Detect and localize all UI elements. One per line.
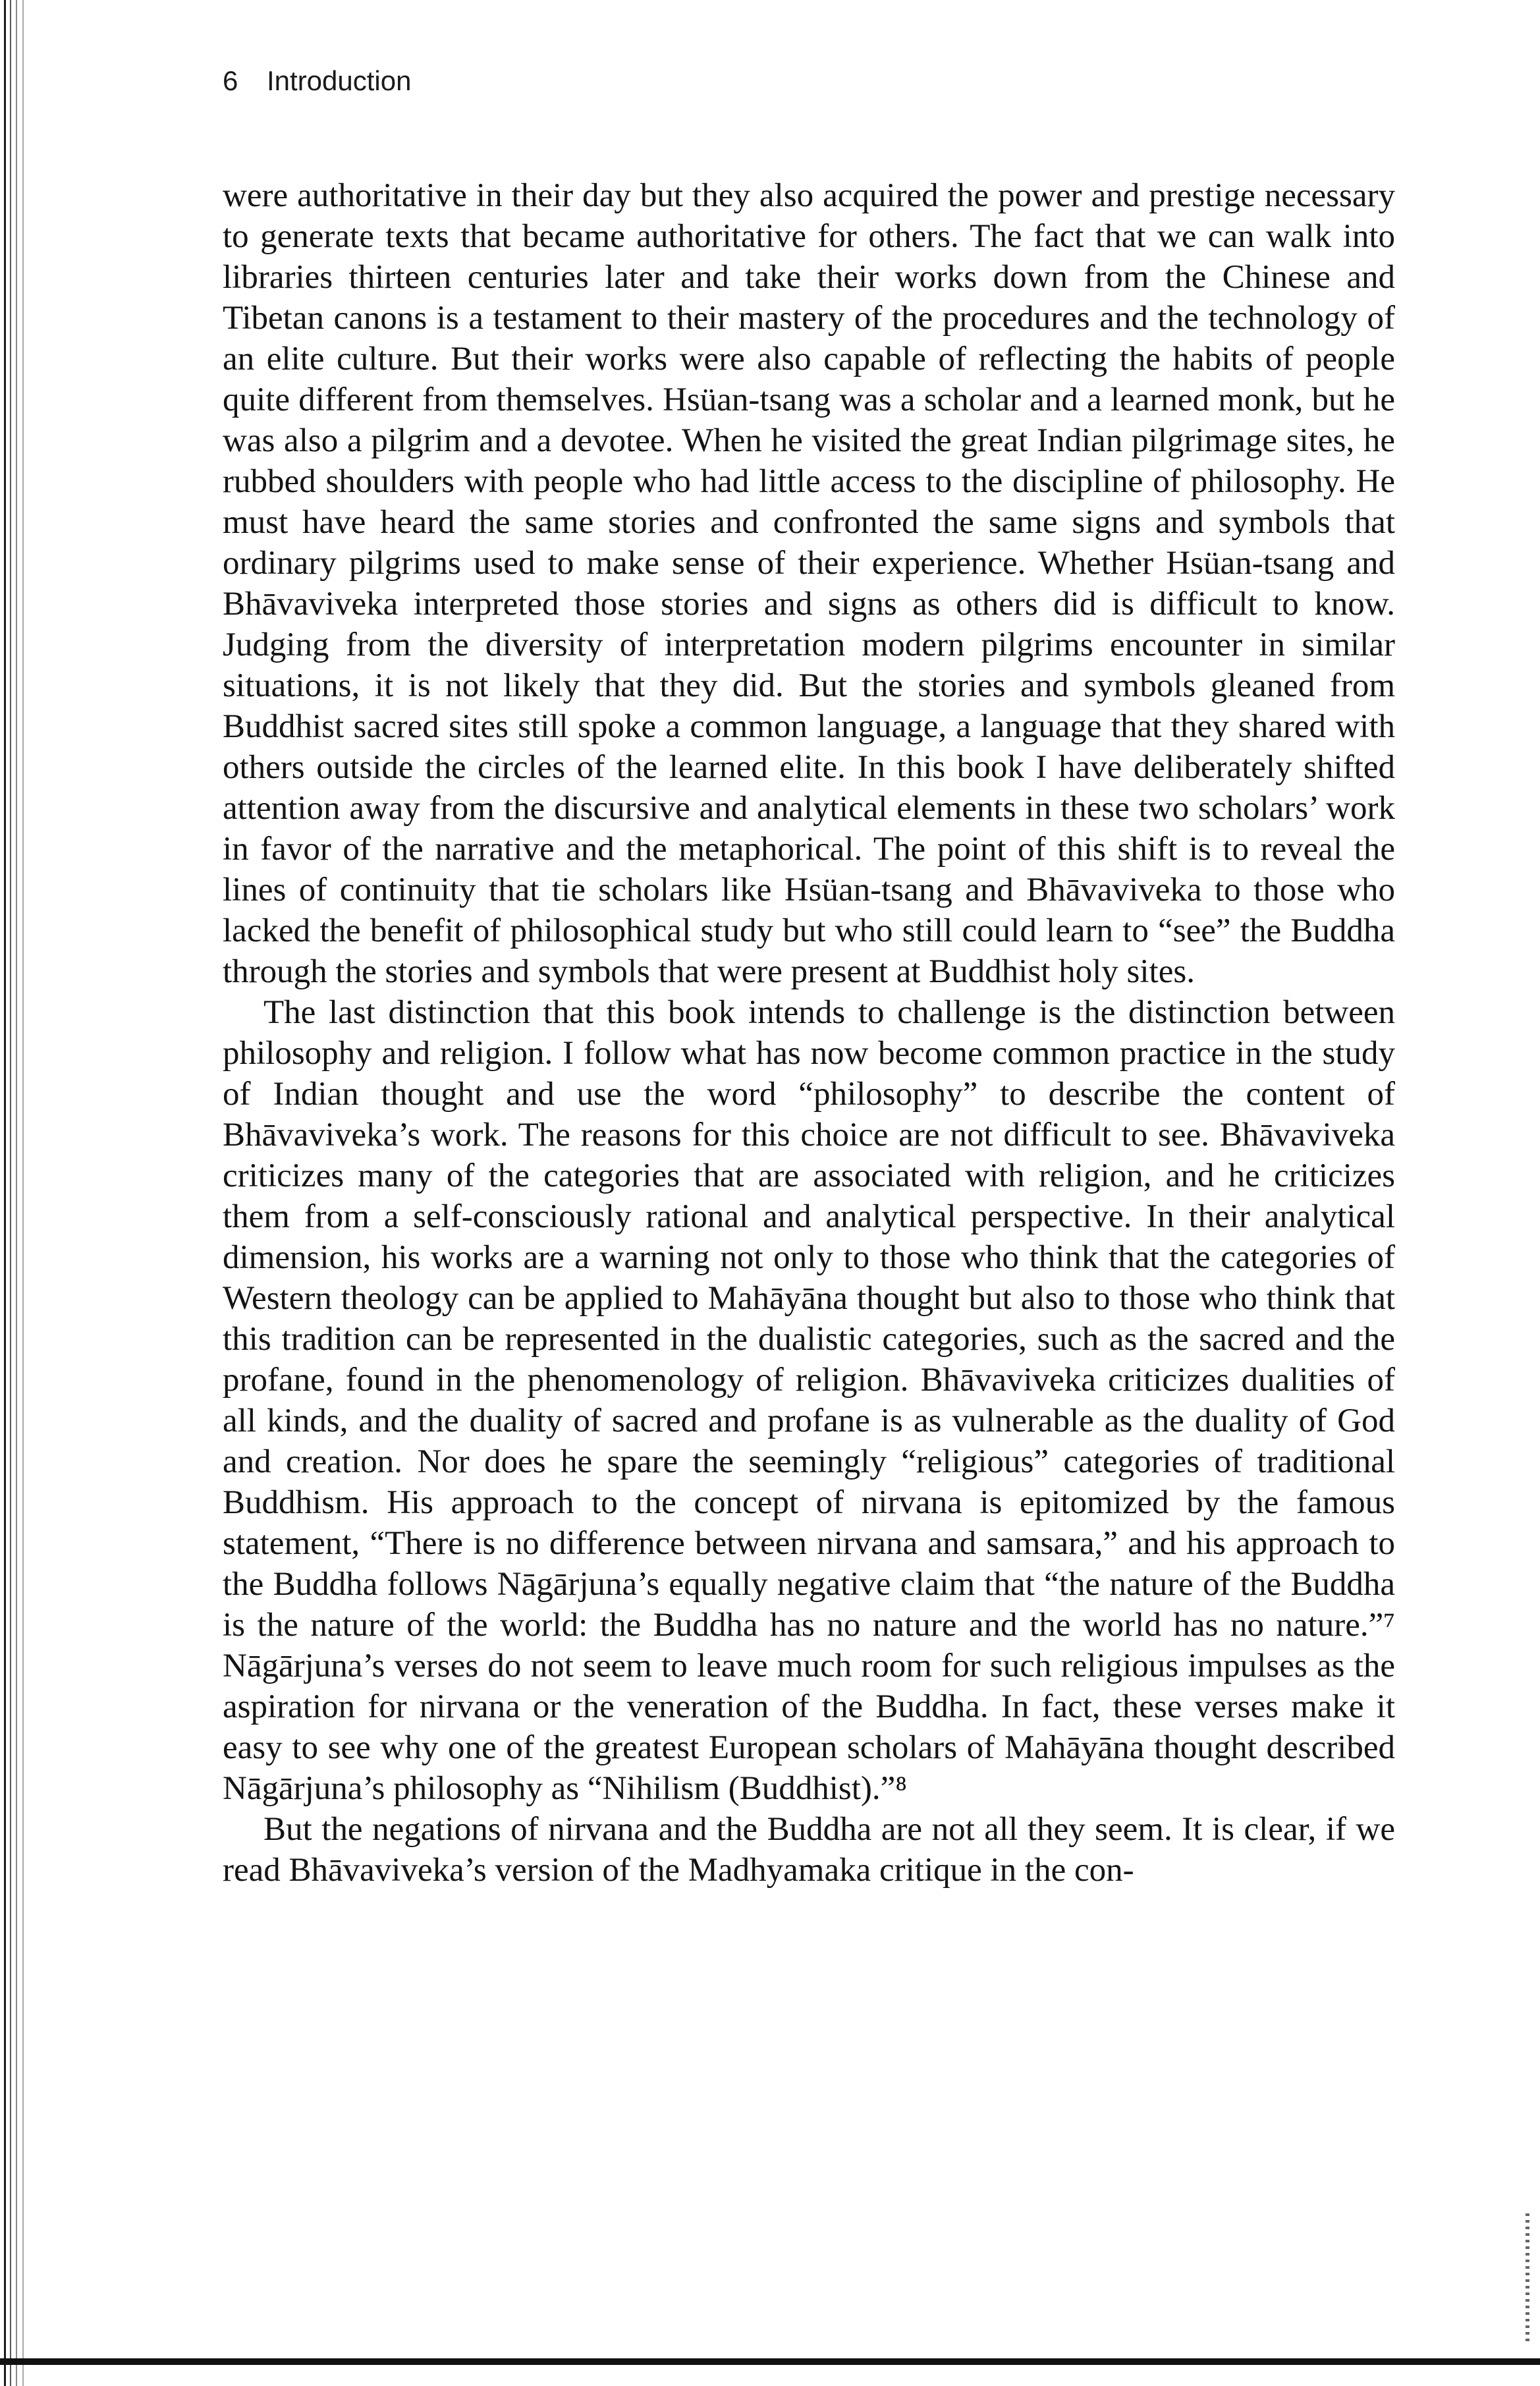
body-paragraph: But the negations of nirvana and the Buddha are not all they seem. It is clear, if we read Bhāvaviveka’s version of the Madhyamaka critique in the con-	[223, 1811, 1395, 1889]
page-gutter-line	[22, 0, 24, 2386]
page-gutter-line	[10, 0, 11, 2386]
body-paragraph: were authoritative in their day but they also acquired the power and prestige necessary to generate texts that became authoritative for others. The fact that we can walk into libraries thirteen centuries later and take their works down from the Chinese and Tibetan canons is a testament to their mastery of the procedures and the technology of an elite culture. But their works were also capable of reflecting the habits of people quite different from themselves. Hsüan-tsang was a scholar and a learned monk, but he was also a pilgrim and a devotee. When he visited the great Indian pilgrimage sites, he rubbed shoulders with people who had little access to the discipline of philosophy. He must have heard the same stories and confronted the same signs and symbols that ordinary pilgrims used to make sense of their experience. Whether Hsüan-tsang and Bhāvaviveka interpreted those stories and signs as others did is difficult to know. Judging from the diversity of interpretation modern pilgrims encounter in similar situations, it is not likely that they did. But the stories and symbols gleaned from Buddhist sacred sites still spoke a common language, a language that they shared with others outside the circles of the learned elite. In this book I have deliberately shifted attention away from the discursive and analytical elements in these two scholars’ work in favor of the narrative and the metaphorical. The point of this shift is to reveal the lines of continuity that tie scholars like Hsüan-tsang and Bhāvaviveka to those who lacked the benefit of philosophical study but who still could learn to “see” the Buddha through the stories and symbols that were present at Buddhist holy sites.	[223, 177, 1395, 990]
page-gutter-line	[4, 0, 6, 2386]
running-title: Introduction	[267, 65, 412, 96]
page-number: 6	[223, 65, 238, 96]
scan-edge-mark	[1526, 2213, 1529, 2345]
page-gutter-line	[16, 0, 17, 2386]
book-page	[223, 65, 1395, 1891]
body-paragraph: The last distinction that this book intends to challenge is the distinction between philosophy and religion. I follow what has now become common practice in the study of Indian thought and use the word “philosophy” to describe the content of Bhāvaviveka’s work. The reasons for this choice are not difficult to see. Bhāvaviveka criticizes many of the categories that are associated with religion, and he criticizes them from a self-consciously rational and analytical perspective. In their analytical dimension, his works are a warning not only to those who think that the categories of Western theology can be applied to Mahāyāna thought but also to those who think that this tradition can be represented in the dualistic categories, such as the sacred and the profane, found in the phenomenology of religion. Bhāvaviveka criticizes dualities of all kinds, and the duality of sacred and profane is as vulnerable as the duality of God and creation. Nor does he spare the seemingly “religious” categories of traditional Buddhism. His approach to the concept of nirvana is epitomized by the famous statement, “There is no difference between nirvana and samsara,” and his approach to the Buddha follows Nāgārjuna’s equally negative claim that “the nature of the Buddha is the nature of the world: the Buddha has no nature and the world has no nature.”⁷ Nāgārjuna’s verses do not seem to leave much room for such religious impulses as the aspiration for nirvana or the veneration of the Buddha. In fact, these verses make it easy to see why one of the greatest European scholars of Mahāyāna thought described Nāgārjuna’s philosophy as “Nihilism (Buddhist).”⁸	[223, 994, 1395, 1807]
page-bottom-edge	[0, 2358, 1540, 2365]
running-head	[223, 65, 1395, 104]
